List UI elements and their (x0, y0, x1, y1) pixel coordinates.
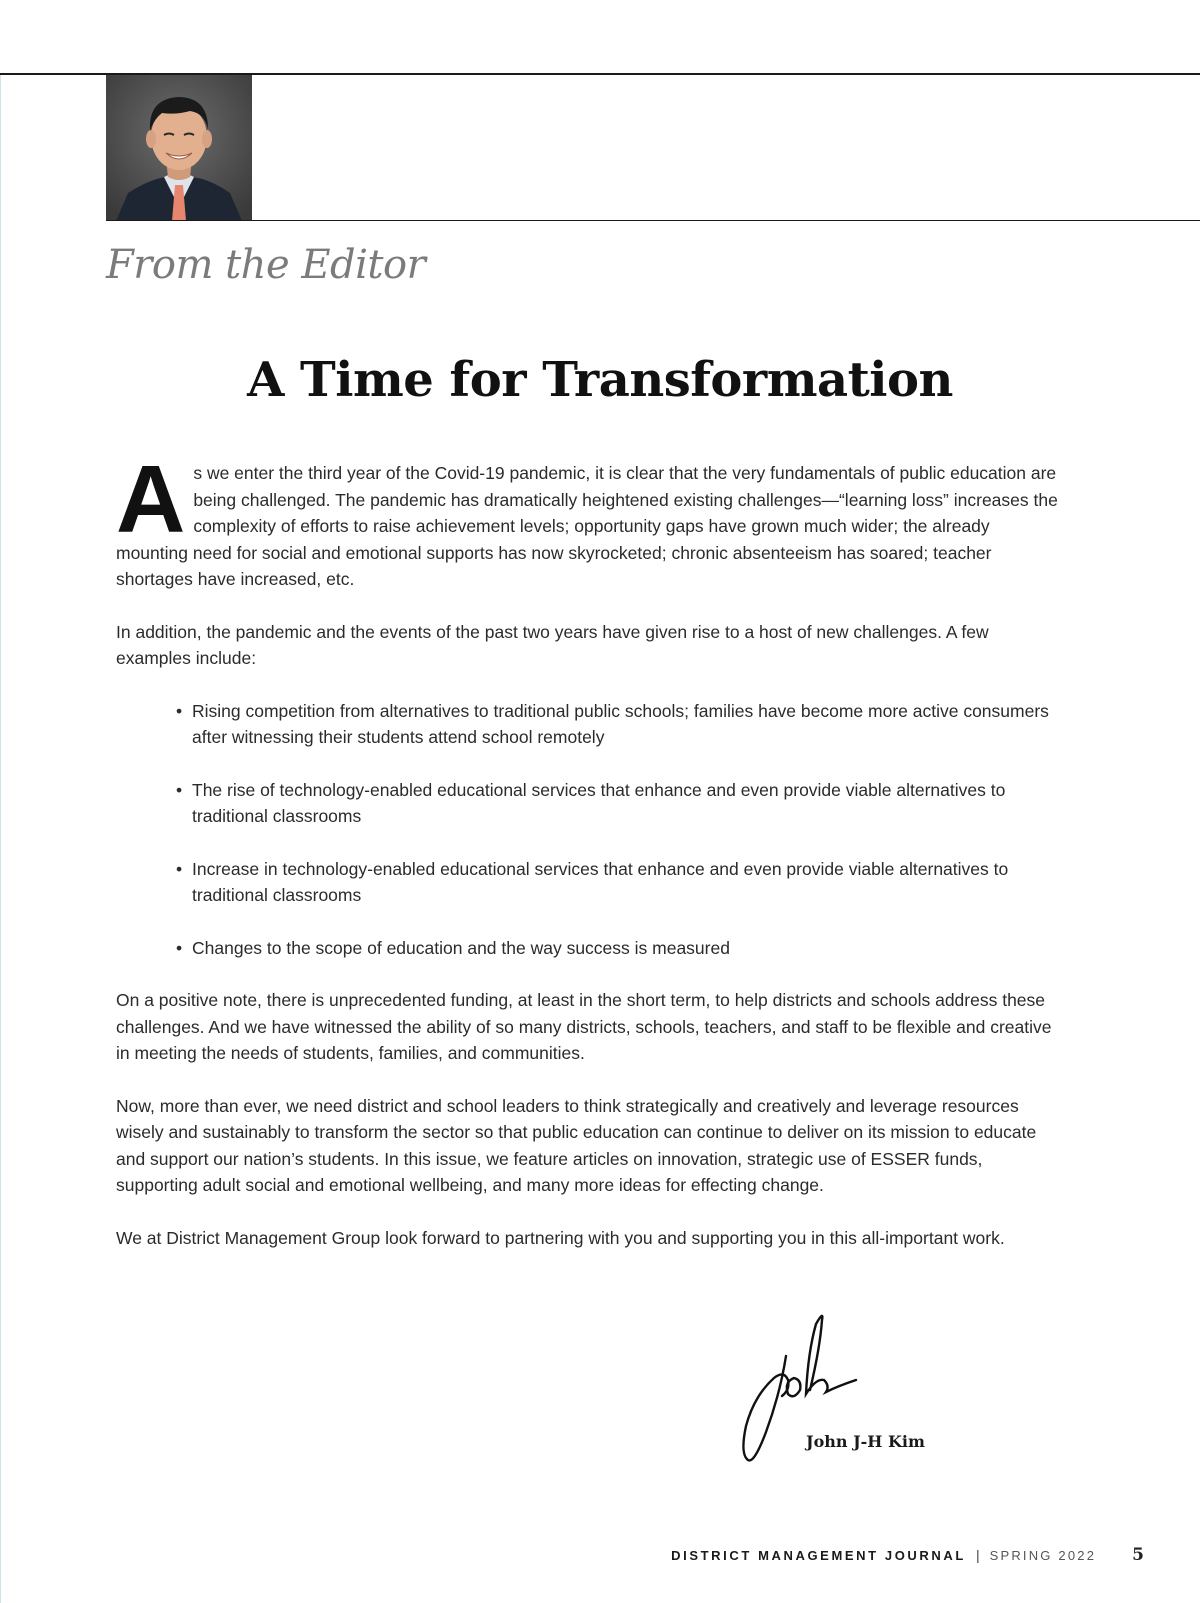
editor-photo (106, 75, 252, 221)
paragraph-3: On a positive note, there is unprecedented funding, at least in the short term, to help districts and schools address these challenges. And we have witnessed the ability of so many districts, schools, teachers, and staff to be flexible and creative in meeting the needs of students, families, and communities. (116, 990, 1052, 1063)
signature (740, 1308, 880, 1478)
drop-cap: A (116, 446, 186, 553)
bullet-icon: • (176, 937, 183, 958)
section-label: From the Editor (106, 242, 426, 288)
intro-paragraph (116, 446, 1066, 593)
bullet-icon: • (176, 700, 183, 721)
footer-separator: | (975, 1547, 980, 1563)
paragraph-4: Now, more than ever, we need district and school leaders to think strategically and creatively and leverage resources wisely and sustainably to transform the sector so that public education can continue to deliver on its mission to educate and support our nation’s students. In this issue, we feature articles on innovation, strategic use of ESSER funds, supporting adult social and emotional wellbeing, and many more ideas for effecting change. (116, 1095, 1037, 1195)
list-item: • Rising competition from alternatives to traditional public schools; families have become more active consumers after witnessing their students attend school remotely (176, 698, 1066, 751)
issue-label: SPRING 2022 (989, 1547, 1097, 1563)
paragraph-5: We at District Management Group look forward to partnering with you and supporting you in this all-important work. (116, 1227, 1005, 1248)
paragraph-2: In addition, the pandemic and the events of the past two years have given rise to a host of new challenges. A few examples include: (116, 621, 989, 668)
journal-name: DISTRICT MANAGEMENT JOURNAL (671, 1547, 966, 1563)
photo-bottom-rule (106, 220, 1200, 221)
bullet-icon: • (176, 779, 183, 800)
list-item: • Increase in technology-enabled educational services that enhance and even provide viable alternatives to traditional classrooms (176, 856, 1066, 909)
signer-name: John J-H Kim (806, 1432, 925, 1451)
intro-text: s we enter the third year of the Covid-19 pandemic, it is clear that the very fundamentals of public education are being challenged. The pandemic has dramatically heightened existing challenges—“learning loss” increases the complexity of efforts to raise achievement levels; opportunity gaps have grown much wider; the already mounting need for social and emotional supports has now skyrocketed; chronic absenteeism has soared; teacher shortages have increased, etc. (116, 463, 1058, 589)
list-item: • The rise of technology-enabled educational services that enhance and even provide viable alternatives to traditional classrooms (176, 777, 1066, 830)
article-title: A Time for Transformation (247, 352, 953, 408)
page-footer (671, 1545, 1144, 1565)
examples-list (176, 698, 1066, 962)
page-number: 5 (1132, 1545, 1144, 1565)
article-body (116, 446, 1066, 1277)
bullet-icon: • (176, 858, 183, 879)
left-margin-rule (0, 75, 1, 1603)
list-item: • Changes to the scope of education and the way success is measured (176, 935, 1066, 962)
